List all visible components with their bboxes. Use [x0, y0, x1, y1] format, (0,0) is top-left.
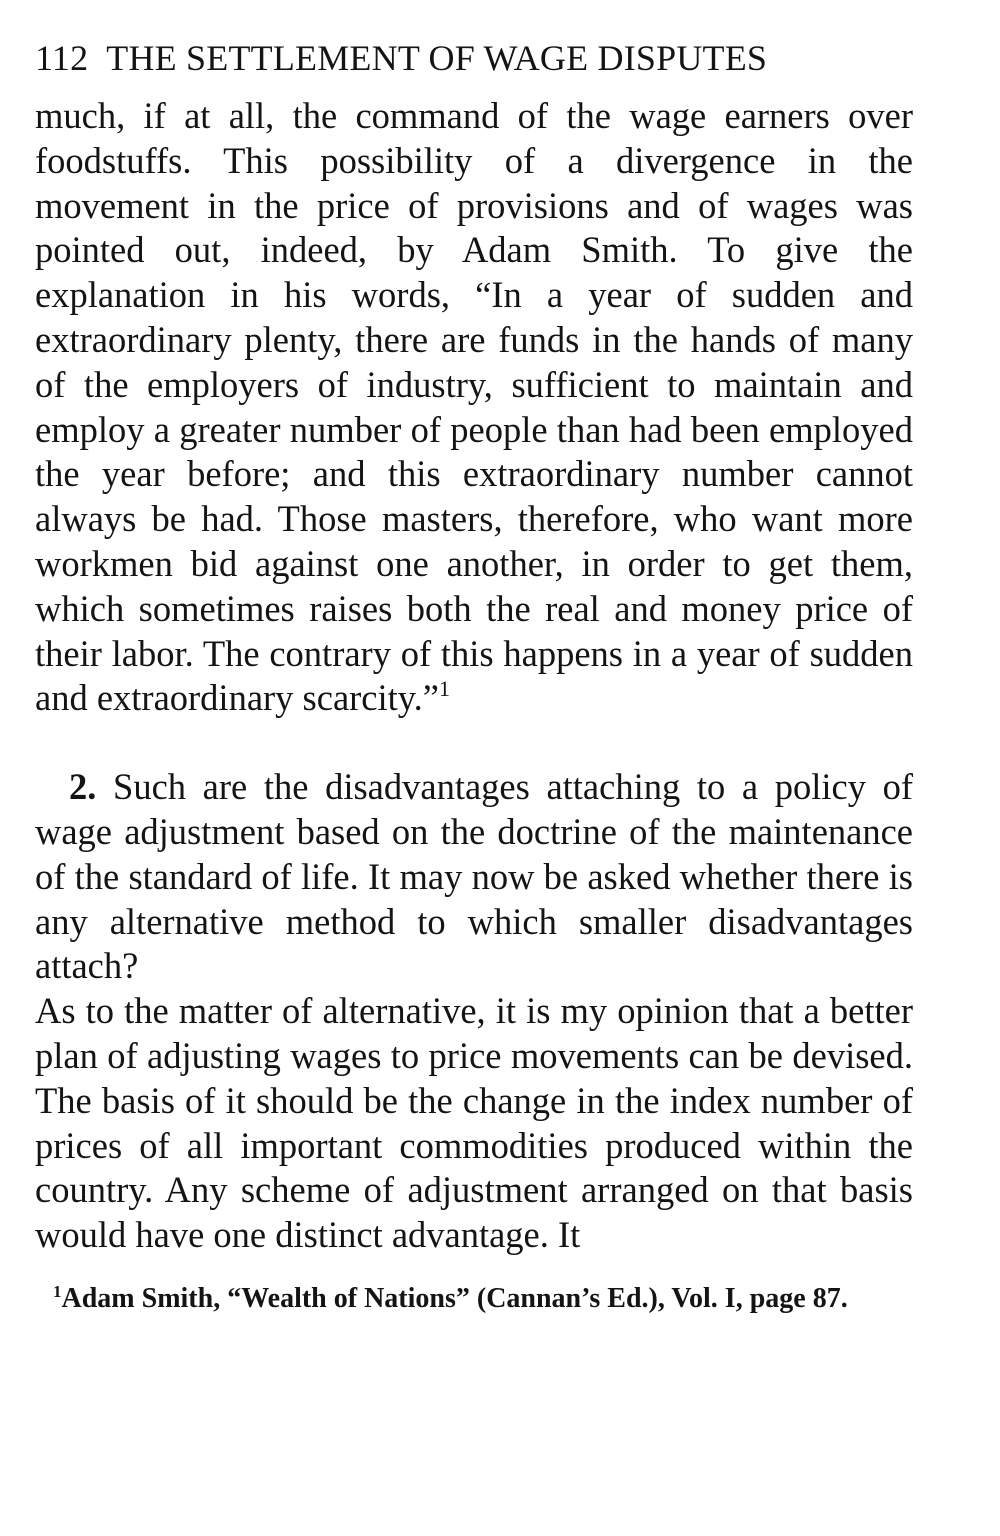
- paragraph-section-2: [35, 765, 913, 989]
- paragraph-1-text: much, if at all, the command of the wage earners over foodstuffs. This possibility of a divergence in the movement in the price of provisions and of wages was pointed out, indeed, by Adam Smith. To give the explanation in his words, “In a year of sudden and extraordinary plenty, there are funds in the hands of many of the employers of industry, sufficient to maintain and employ a greater number of people than had been employed the year before; and this extraordinary number cannot always be had. Those masters, therefore, who want more workmen bid against one another, in order to get them, which sometimes raises both the real and money price of their labor. The contrary of this happens in a year of sudden and extraordinary scarcity.”: [35, 95, 913, 719]
- footnote-reference: 1: [439, 676, 450, 702]
- paragraph-continued: [35, 94, 913, 721]
- footnote-text: Adam Smith, “Wealth of Nations” (Cannan’s Ed.), Vol. I, page 87.: [61, 1282, 848, 1314]
- page-number: 112: [35, 38, 89, 78]
- running-title: THE SETTLEMENT OF WAGE DISPUTES: [106, 38, 768, 78]
- book-page: [35, 32, 913, 1344]
- footnote: [35, 1282, 913, 1316]
- paragraph-alternative: [35, 989, 913, 1258]
- running-header: [35, 32, 913, 84]
- footnote-marker: 1: [53, 1281, 62, 1301]
- section-number: 2.: [69, 766, 97, 808]
- paragraph-2-text: Such are the disadvantages attaching to a policy of wage adjustment based on the doctrine of the maintenance of the standard of life. It may now be asked whether there is any alternative method to which smaller disadvantages attach?: [35, 766, 913, 987]
- paragraph-3-text: As to the matter of alternative, it is my opinion that a better plan of adjusting wages to price movements can be devised. The basis of it should be the change in the index number of prices of all important commodities produced within the country. Any scheme of adjustment arranged on that basis would have one distinct advantage. It: [35, 990, 913, 1256]
